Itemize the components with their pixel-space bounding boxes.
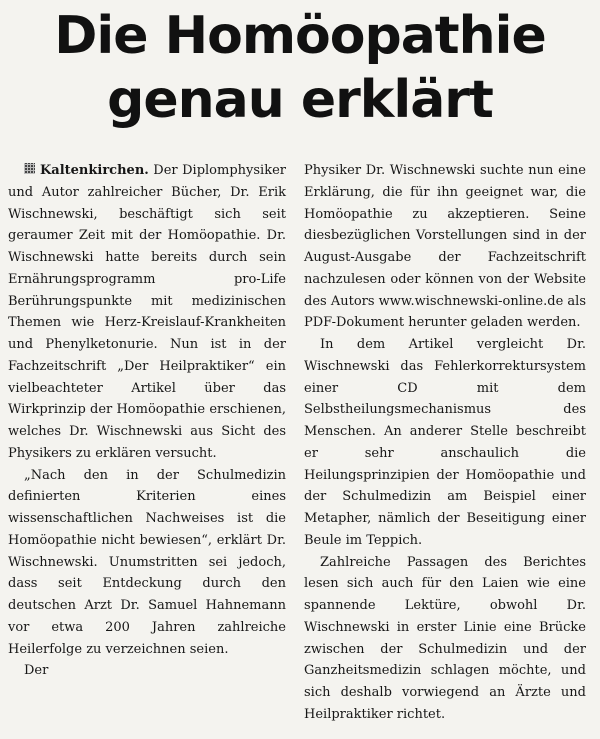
article-paragraph [8, 660, 286, 682]
headline-line-1: Die Homöopathie [54, 6, 546, 66]
article-paragraph [8, 160, 286, 465]
article-column-right [304, 160, 586, 726]
article-paragraph: Zahlreiche Passagen des Berichtes lesen sich auch für den Laien wie eine spannende Lektüre, obwohl Dr. Wischnewski in erster Linie eine Brücke zwischen der Schulmedizin und der Ganzheitsmedizin schlagen möchte, und sich deshalb vorwiegend an Ärzte und Heilpraktiker richtet. [304, 554, 586, 722]
dateline-marker-icon [24, 163, 35, 174]
article-paragraph-continued: Physiker Dr. Wischnewski suchte nun eine Erklärung, die für ihn geeignet war, die Homöopathie zu akzeptieren. Seine diesbezüglichen Vorstellungen sind in der August-Ausgabe der Fachzeitschrift nachzulesen oder können von der Website des Autors www.wischnewski-online.de als PDF-Dokument herunter geladen werden. [304, 163, 586, 331]
paragraph-text: Der Diplomphysiker und Autor zahlreicher Bücher, Dr. Erik Wischnewski, beschäftigt sich seit geraumer Zeit mit der Homöopathie. Dr. Wischnewski hatte bereits durch sein Ernährungsprogramm pro-Life Berührungspunkte mit medizinischen Themen wie Herz-Kreislauf-Krankheiten und Phenylketonurie. Nun ist in der Fachzeitschrift „Der Heilpraktiker“ ein vielbeachteter Artikel über das Wirkprinzip der Homöopathie erschienen, welches Dr. Wischnewski aus Sicht des Physikers zu erklären versucht. [8, 163, 286, 461]
article-paragraph: In dem Artikel vergleicht Dr. Wischnewski das Fehlerkorrektursystem einer CD mit dem Selbstheilungsmechanismus des Menschen. An anderer Stelle beschreibt er sehr anschaulich die Heilungsprinzipien der Homöopathie und der Schulmedizin am Beispiel einer Metapher, nämlich der Beseitigung einer Beule im Teppich. [304, 337, 586, 548]
article-column-left [8, 160, 286, 682]
headline-line-2: genau erklärt [107, 70, 493, 130]
article-headline [0, 4, 600, 132]
article-dateline: Kaltenkirchen. [40, 163, 149, 178]
paragraph-text: Der [24, 663, 49, 679]
article-paragraph: „Nach den in der Schulmedizin definierten Kriterien eines wissenschaftlichen Nachweises ist die Homöopathie nicht bewiesen“, erklärt Dr. Wischnewski. Unumstritten sei jedoch, dass seit Entdeckung durch den deutschen Arzt Dr. Samuel Hahnemann vor etwa 200 Jahren zahlreiche Heilerfolge zu verzeichnen seien. [8, 467, 286, 657]
